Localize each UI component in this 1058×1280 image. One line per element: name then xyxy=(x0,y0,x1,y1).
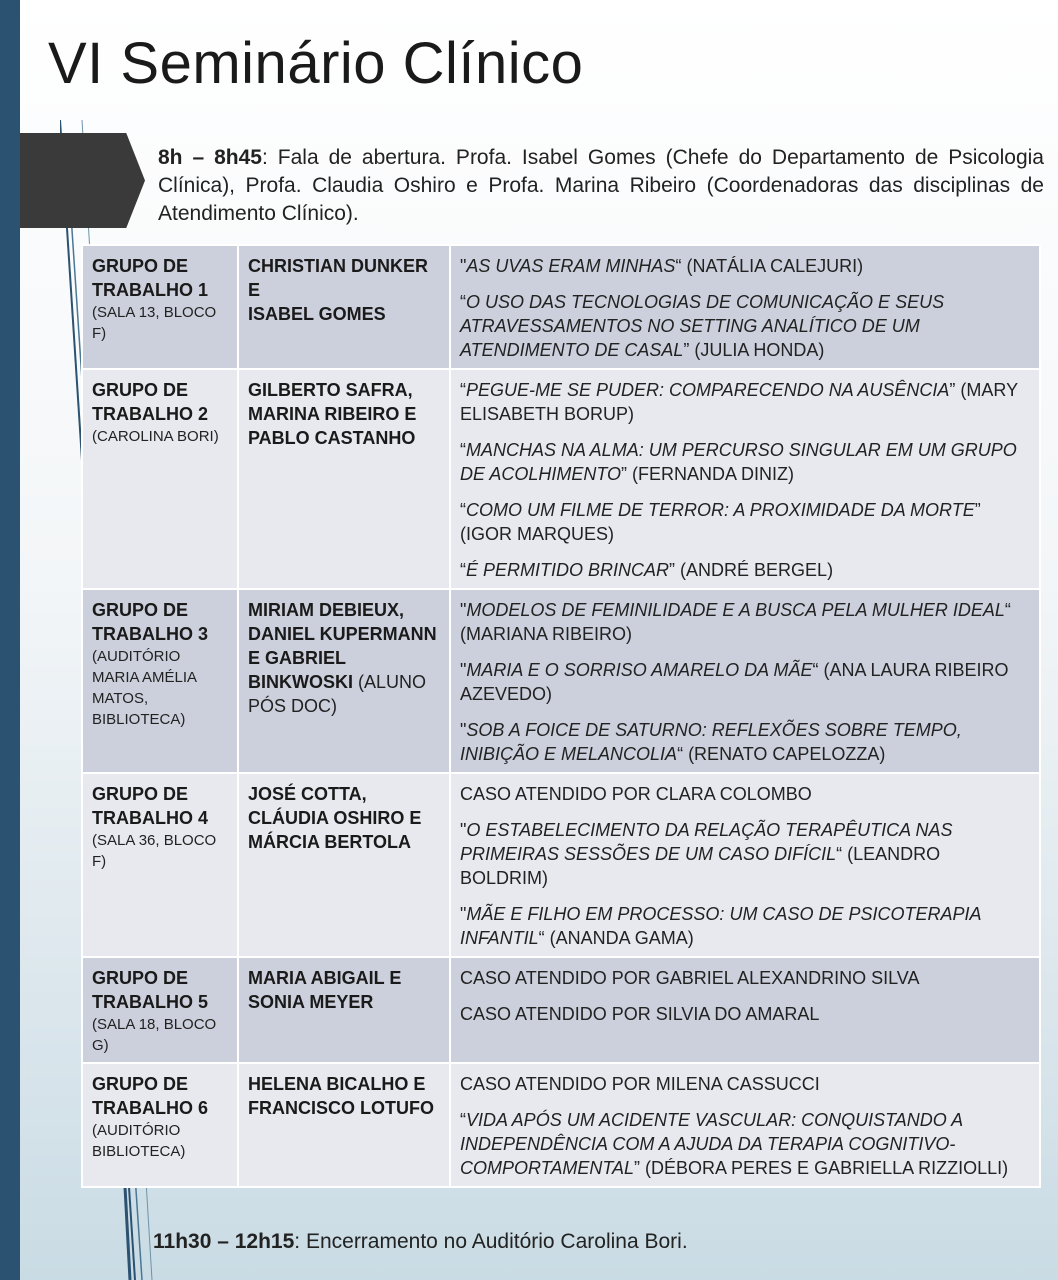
group-cell xyxy=(82,589,238,773)
quote-close: ” xyxy=(974,500,981,520)
presentation-item xyxy=(460,1108,1030,1180)
group-room: (AUDITÓRIO BIBLIOTECA) xyxy=(92,1122,186,1160)
group-name: GRUPO DE TRABALHO 4 xyxy=(92,784,208,828)
quote-open: " xyxy=(460,600,467,620)
presentation-author: (MARIANA RIBEIRO) xyxy=(460,624,633,644)
group-cell xyxy=(82,245,238,369)
coordinators: JOSÉ COTTA, CLÁUDIA OSHIRO E MÁRCIA BERTOLA xyxy=(248,784,422,852)
presentation-author: CASO ATENDIDO POR SILVIA DO AMARAL xyxy=(460,1004,820,1024)
presentation-author: (ANDRÉ BERGEL) xyxy=(675,560,834,580)
presentations-cell xyxy=(450,773,1040,957)
presentation-title: PEGUE-ME SE PUDER: COMPARECENDO NA AUSÊNCIA xyxy=(466,380,950,400)
quote-close: ” xyxy=(669,560,676,580)
group-name: GRUPO DE TRABALHO 1 xyxy=(92,256,208,300)
table-row xyxy=(82,1063,1040,1187)
page-title: VI Seminário Clínico xyxy=(48,31,584,96)
presentation-item xyxy=(460,1072,1030,1096)
presentation-item xyxy=(460,782,1030,806)
presentation-author: (RENATO CAPELOZZA) xyxy=(683,744,886,764)
group-cell xyxy=(82,773,238,957)
coordinators-note: (ALUNO PÓS DOC) xyxy=(248,672,427,716)
presentation-title: MARIA E O SORRISO AMARELO DA MÃE xyxy=(466,660,813,680)
presentation-author: (ANANDA GAMA) xyxy=(544,928,694,948)
presentation-title: SOB A FOICE DE SATURNO: REFLEXÕES SOBRE TEMPO, INIBIÇÃO E MELANCOLIA xyxy=(460,720,962,764)
sidebar-stripe xyxy=(0,0,20,1280)
presentations-cell xyxy=(450,589,1040,773)
coordinators: CHRISTIAN DUNKER E ISABEL GOMES xyxy=(248,256,428,324)
presentation-author: (FERNANDA DINIZ) xyxy=(627,464,795,484)
coordinators-cell xyxy=(238,589,450,773)
presentation-item xyxy=(460,1002,1030,1026)
coordinators-cell xyxy=(238,957,450,1063)
quote-open: " xyxy=(460,720,467,740)
table-row xyxy=(82,589,1040,773)
presentation-author: (DÉBORA PERES E GABRIELLA RIZZIOLLI) xyxy=(640,1158,1009,1178)
presentation-item xyxy=(460,378,1030,426)
presentation-item xyxy=(460,902,1030,950)
quote-close: ” xyxy=(621,464,628,484)
presentation-author: (JULIA HONDA) xyxy=(689,340,825,360)
coordinators-cell xyxy=(238,369,450,589)
opening-text xyxy=(158,144,1044,228)
presentation-title: O USO DAS TECNOLOGIAS DE COMUNICAÇÃO E SEUS ATRAVESSAMENTOS NO SETTING ANALÍTICO DE UM ATENDIMENTO DE CASAL xyxy=(460,292,945,360)
presentations-cell xyxy=(450,369,1040,589)
presentation-title: AS UVAS ERAM MINHAS xyxy=(466,256,676,276)
group-name: GRUPO DE TRABALHO 2 xyxy=(92,380,208,424)
quote-close: ” xyxy=(683,340,690,360)
closing-text xyxy=(153,1230,688,1254)
presentation-item xyxy=(460,598,1030,646)
quote-close: “ xyxy=(836,844,843,864)
quote-close: “ xyxy=(812,660,819,680)
opening-time: 8h – 8h45 xyxy=(158,146,262,169)
presentation-item xyxy=(460,718,1030,766)
presentation-title: É PERMITIDO BRINCAR xyxy=(466,560,670,580)
presentation-author: (NATÁLIA CALEJURI) xyxy=(681,256,864,276)
quote-open: “ xyxy=(460,500,466,520)
presentations-cell xyxy=(450,1063,1040,1187)
presentation-title: VIDA APÓS UM ACIDENTE VASCULAR: CONQUISTANDO A INDEPENDÊNCIA COM A AJUDA DA TERAPIA COGNITIVO-COMPORTAMENTAL xyxy=(460,1110,963,1178)
closing-time: 11h30 – 12h15 xyxy=(153,1230,295,1253)
presentation-title: O ESTABELECIMENTO DA RELAÇÃO TERAPÊUTICA NAS PRIMEIRAS SESSÕES DE UM CASO DIFÍCIL xyxy=(460,820,953,864)
quote-open: “ xyxy=(460,292,466,312)
closing-description: : Encerramento no Auditório Carolina Bori. xyxy=(294,1230,688,1253)
group-room: (SALA 36, BLOCO F) xyxy=(92,832,217,870)
presentation-item xyxy=(460,966,1030,990)
presentation-item xyxy=(460,438,1030,486)
quote-close: “ xyxy=(538,928,545,948)
coordinators: MIRIAM DEBIEUX, DANIEL KUPERMANN E GABRIEL BINKWOSKI xyxy=(248,600,437,692)
coordinators-cell xyxy=(238,1063,450,1187)
presentation-item xyxy=(460,498,1030,546)
quote-open: " xyxy=(460,904,467,924)
presentation-author: (ANA LAURA RIBEIRO AZEVEDO) xyxy=(460,660,1009,704)
quote-close: “ xyxy=(1004,600,1011,620)
quote-close: ” xyxy=(634,1158,641,1178)
presentation-author: (LEANDRO BOLDRIM) xyxy=(460,844,941,888)
group-room: (SALA 18, BLOCO G) xyxy=(92,1016,217,1054)
presentations-cell xyxy=(450,245,1040,369)
coordinators: GILBERTO SAFRA, MARINA RIBEIRO E PABLO CASTANHO xyxy=(248,380,417,448)
opening-description: : Fala de abertura. Profa. Isabel Gomes (Chefe do Departamento de Psicologia Clínica), Profa. Claudia Oshiro e Profa. Marina Ribeiro (Coordenadoras das disciplinas de Atendimento Clínico). xyxy=(158,146,1044,225)
group-cell xyxy=(82,369,238,589)
presentation-author: CASO ATENDIDO POR CLARA COLOMBO xyxy=(460,784,812,804)
group-name: GRUPO DE TRABALHO 3 xyxy=(92,600,208,644)
group-cell xyxy=(82,957,238,1063)
quote-close: ” xyxy=(949,380,956,400)
presentation-item xyxy=(460,254,1030,278)
presentation-item xyxy=(460,818,1030,890)
presentation-item xyxy=(460,558,1030,582)
coordinators: HELENA BICALHO E FRANCISCO LOTUFO xyxy=(248,1074,434,1118)
presentations-cell xyxy=(450,957,1040,1063)
group-room: (CAROLINA BORI) xyxy=(92,428,219,445)
table-row xyxy=(82,773,1040,957)
coordinators-cell xyxy=(238,245,450,369)
quote-open: “ xyxy=(460,440,466,460)
schedule-table xyxy=(81,244,1041,1188)
quote-open: “ xyxy=(460,1110,466,1130)
presentation-author: (IGOR MARQUES) xyxy=(460,524,615,544)
presentation-author: CASO ATENDIDO POR MILENA CASSUCCI xyxy=(460,1074,820,1094)
quote-open: " xyxy=(460,256,467,276)
quote-close: “ xyxy=(675,256,682,276)
table-row xyxy=(82,245,1040,369)
presentation-title: MODELOS DE FEMINILIDADE E A BUSCA PELA MULHER IDEAL xyxy=(466,600,1005,620)
quote-open: " xyxy=(460,660,467,680)
presentation-author: (MARY ELISABETH BORUP) xyxy=(460,380,1018,424)
coordinators-cell xyxy=(238,773,450,957)
table-row xyxy=(82,957,1040,1063)
presentation-title: COMO UM FILME DE TERROR: A PROXIMIDADE DA MORTE xyxy=(466,500,975,520)
group-cell xyxy=(82,1063,238,1187)
group-name: GRUPO DE TRABALHO 5 xyxy=(92,968,208,1012)
table-row xyxy=(82,369,1040,589)
quote-close: “ xyxy=(677,744,684,764)
coordinators: MARIA ABIGAIL E SONIA MEYER xyxy=(248,968,402,1012)
presentation-title: MÃE E FILHO EM PROCESSO: UM CASO DE PSICOTERAPIA INFANTIL xyxy=(460,904,981,948)
presentation-title: MANCHAS NA ALMA: UM PERCURSO SINGULAR EM UM GRUPO DE ACOLHIMENTO xyxy=(460,440,1017,484)
group-room: (SALA 13, BLOCO F) xyxy=(92,304,217,342)
group-room: (AUDITÓRIO MARIA AMÉLIA MATOS, BIBLIOTECA) xyxy=(92,648,197,728)
quote-open: “ xyxy=(460,380,466,400)
quote-open: " xyxy=(460,820,467,840)
arrow-marker xyxy=(20,133,145,228)
presentation-item xyxy=(460,290,1030,362)
presentation-author: CASO ATENDIDO POR GABRIEL ALEXANDRINO SILVA xyxy=(460,968,920,988)
quote-open: “ xyxy=(460,560,466,580)
group-name: GRUPO DE TRABALHO 6 xyxy=(92,1074,208,1118)
presentation-item xyxy=(460,658,1030,706)
